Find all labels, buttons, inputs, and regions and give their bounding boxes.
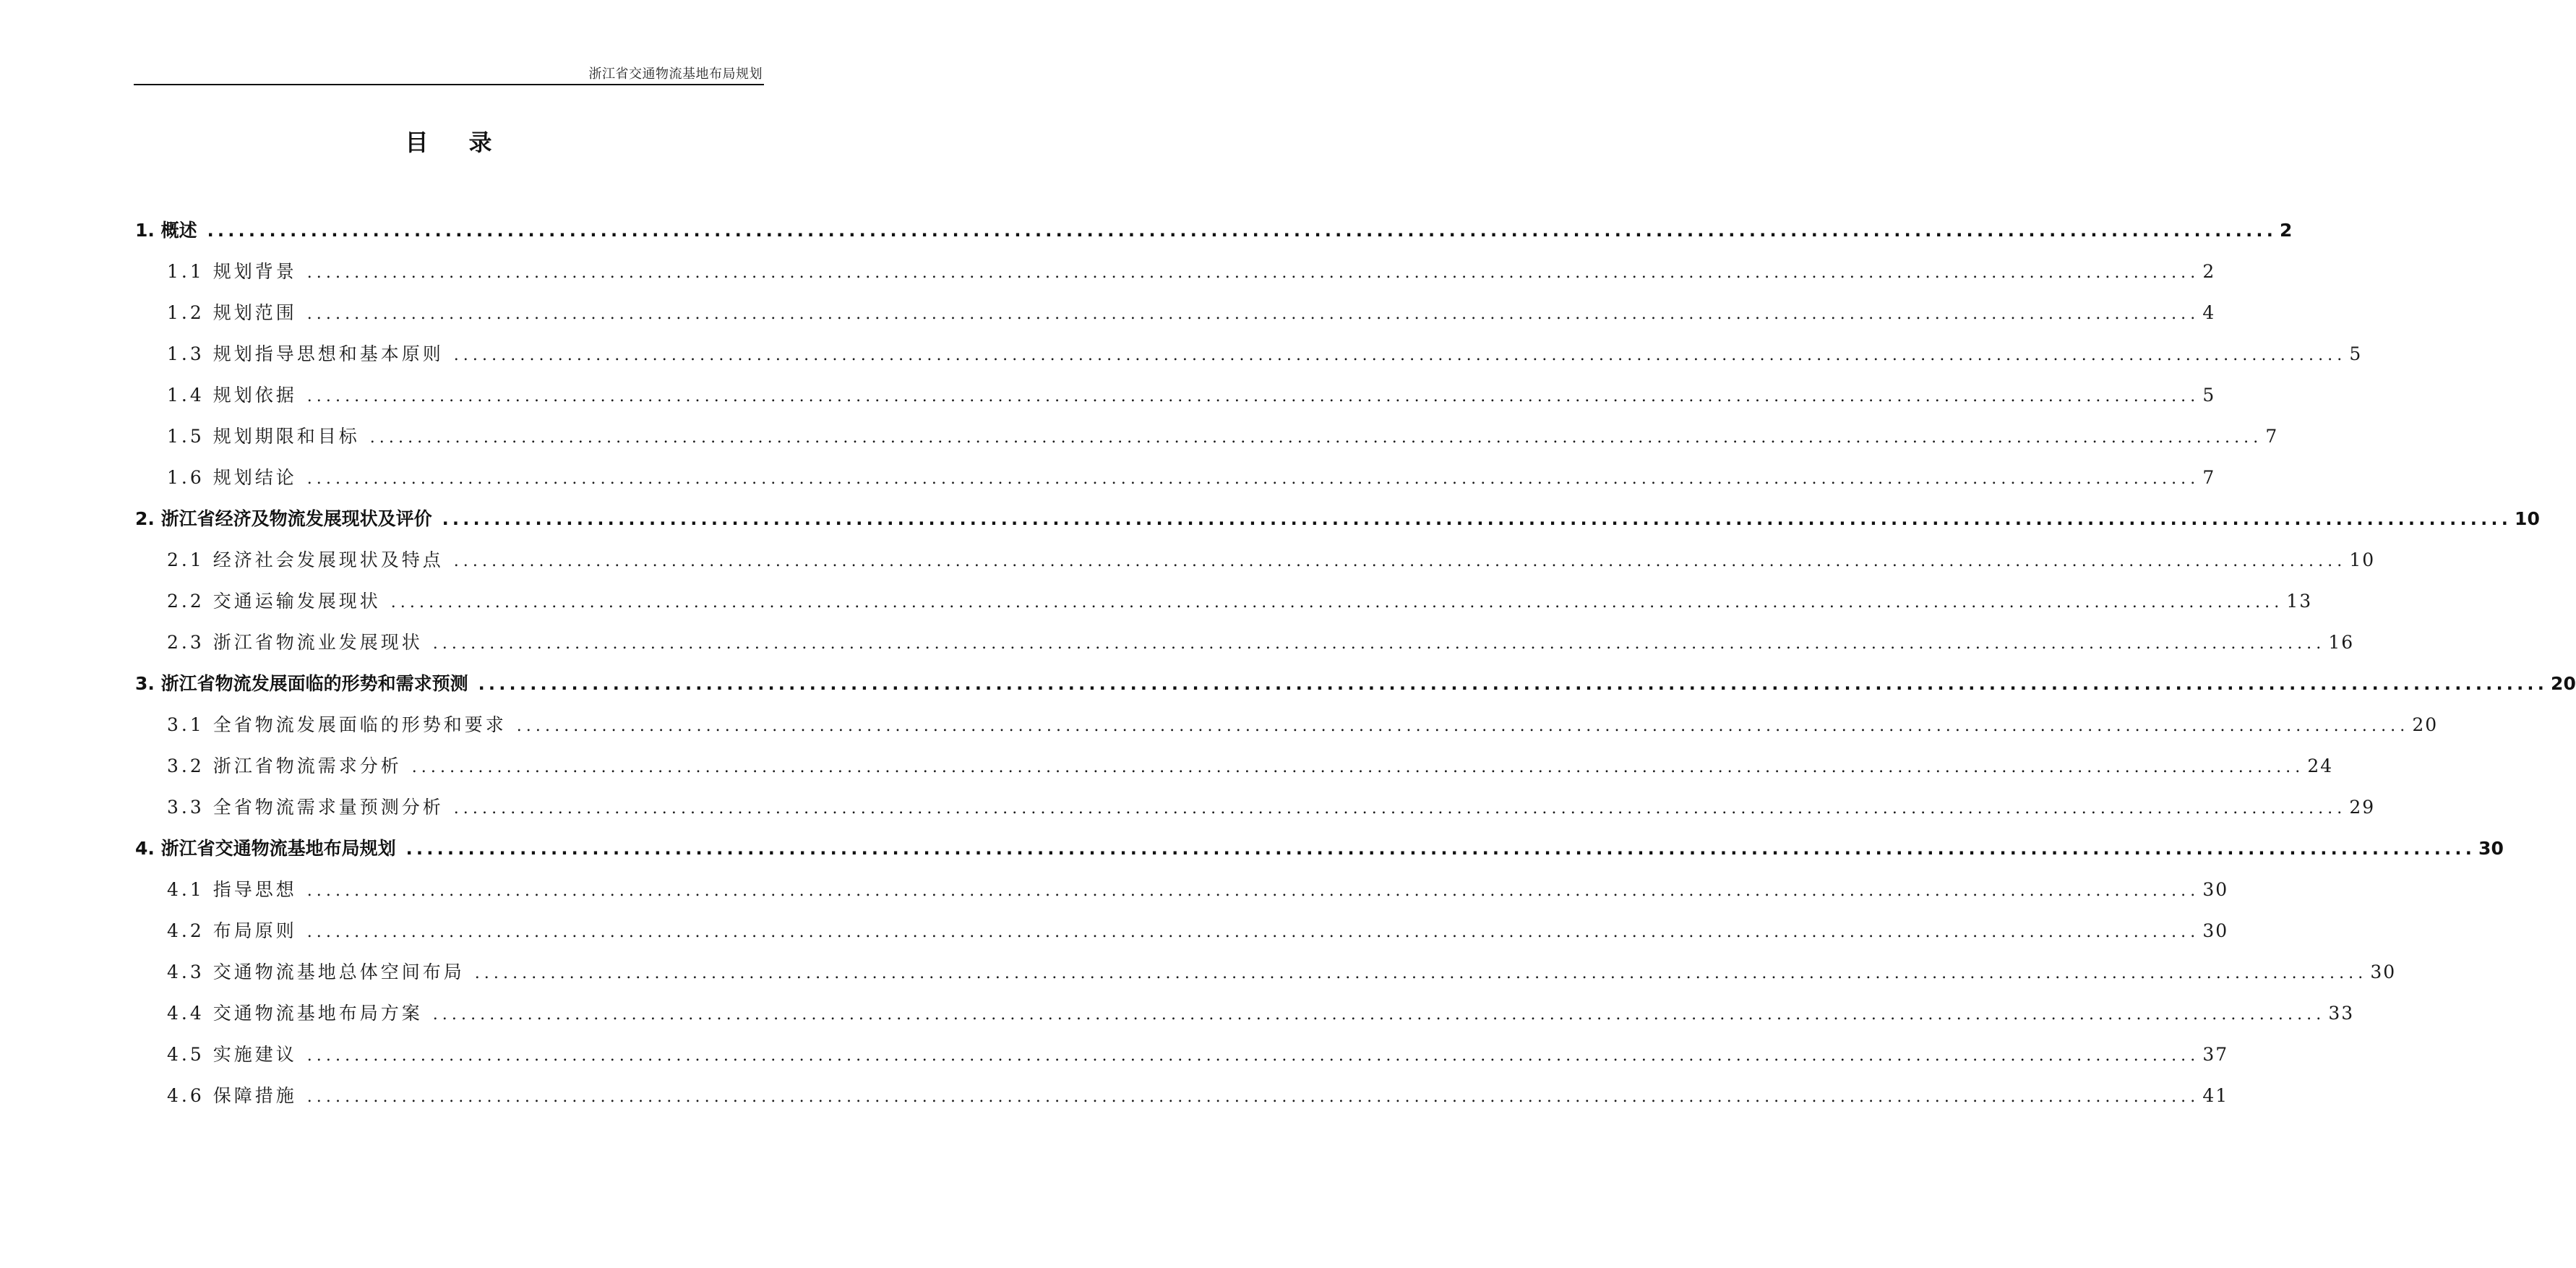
toc-leader-dots: ........................................................................................................................................................................................................ <box>432 635 2326 653</box>
toc-leader-dots: ........................................................................................................................................................................................................ <box>306 264 2200 282</box>
toc-leader-dots: ........................................................................................................................................................................................................ <box>306 923 2200 941</box>
toc-leader-dots: ........................................................................................................................................................................................................ <box>306 1047 2200 1065</box>
toc-entry-label: 4. 浙江省交通物流基地布局规划 <box>135 838 396 859</box>
toc-page-number: 33 <box>2328 1003 2355 1024</box>
toc-entry-label: 2. 浙江省经济及物流发展现状及评价 <box>135 508 432 529</box>
toc-section-entry[interactable] <box>134 704 2439 745</box>
toc-page-number: 37 <box>2202 1044 2229 1065</box>
header-title: 浙江省交通物流基地布局规划 <box>588 67 763 82</box>
toc-chapter-entry[interactable] <box>134 828 2504 869</box>
toc-entry-label: 4.1 指导思想 <box>167 879 297 900</box>
toc-page-number: 4 <box>2202 302 2216 323</box>
toc-section-entry[interactable] <box>134 787 2376 828</box>
toc-section-entry[interactable] <box>134 292 2216 333</box>
toc-entry-label: 1.3 规划指导思想和基本原则 <box>167 343 444 364</box>
toc-page-number: 24 <box>2307 755 2334 776</box>
toc-section-entry[interactable] <box>134 333 2363 374</box>
toc-entry-label: 1.1 规划背景 <box>167 261 297 282</box>
toc-leader-dots: ........................................................................................................................................................................................................ <box>390 594 2284 612</box>
toc-page-number: 2 <box>2202 261 2216 282</box>
toc-section-entry[interactable] <box>134 581 2313 622</box>
toc-page-number: 7 <box>2202 467 2216 488</box>
toc-page-number: 41 <box>2202 1085 2229 1106</box>
toc-leader-dots: ........................................................................................................................................................................................................ <box>432 1006 2326 1024</box>
toc-entry-label: 1.6 规划结论 <box>167 467 297 488</box>
toc-section-entry[interactable] <box>134 374 2216 416</box>
toc-page-number: 30 <box>2370 961 2397 982</box>
title-right-char: 录 <box>468 129 492 156</box>
toc-leader-dots: ........................................................................................................................................................................................................ <box>478 674 2549 694</box>
toc-leader-dots: ........................................................................................................................................................................................................ <box>306 470 2200 488</box>
toc-entry-label: 3.2 浙江省物流需求分析 <box>167 755 402 776</box>
toc-page-number: 5 <box>2202 385 2216 406</box>
table-of-contents <box>134 210 2576 1116</box>
toc-page-number: 30 <box>2202 879 2229 900</box>
toc-entry-label: 4.2 布局原则 <box>167 920 297 941</box>
toc-section-entry[interactable] <box>134 416 2279 457</box>
toc-page-number: 16 <box>2328 632 2355 653</box>
toc-leader-dots: ........................................................................................................................................................................................................ <box>516 717 2410 735</box>
toc-entry-label: 1. 概述 <box>135 220 197 241</box>
toc-leader-dots: ........................................................................................................................................................................................................ <box>453 552 2347 570</box>
toc-leader-dots: ........................................................................................................................................................................................................ <box>411 758 2305 776</box>
toc-entry-label: 2.2 交通运输发展现状 <box>167 591 381 612</box>
toc-entry-label: 2.3 浙江省物流业发展现状 <box>167 632 423 653</box>
toc-chapter-entry[interactable] <box>134 210 2293 251</box>
toc-page-number: 29 <box>2349 797 2376 818</box>
toc-chapter-entry[interactable] <box>134 663 2576 704</box>
toc-entry-label: 3. 浙江省物流发展面临的形势和需求预测 <box>135 673 468 694</box>
toc-section-entry[interactable] <box>134 1075 2229 1116</box>
toc-entry-label: 3.3 全省物流需求量预测分析 <box>167 797 444 818</box>
toc-entry-label: 4.6 保障措施 <box>167 1085 297 1106</box>
toc-entry-label: 4.4 交通物流基地布局方案 <box>167 1003 423 1024</box>
toc-page-number: 20 <box>2412 714 2439 735</box>
toc-leader-dots: ........................................................................................................................................................................................................ <box>306 882 2200 900</box>
toc-section-entry[interactable] <box>134 251 2216 292</box>
toc-entry-label: 4.3 交通物流基地总体空间布局 <box>167 961 465 982</box>
toc-leader-dots: ........................................................................................................................................................................................................ <box>306 1088 2200 1106</box>
toc-section-entry[interactable] <box>134 457 2216 498</box>
toc-page-number: 7 <box>2265 426 2279 447</box>
toc-section-entry[interactable] <box>134 910 2229 951</box>
toc-page-number: 30 <box>2478 838 2504 859</box>
toc-leader-dots: ........................................................................................................................................................................................................ <box>453 800 2347 818</box>
toc-leader-dots: ........................................................................................................................................................................................................ <box>306 305 2200 323</box>
toc-entry-label: 2.1 经济社会发展现状及特点 <box>167 549 444 570</box>
toc-section-entry[interactable] <box>134 869 2229 910</box>
toc-leader-dots: ........................................................................................................................................................................................................ <box>369 429 2263 447</box>
toc-leader-dots: ........................................................................................................................................................................................................ <box>442 509 2512 529</box>
toc-page-number: 20 <box>2551 673 2576 694</box>
toc-section-entry[interactable] <box>134 622 2355 663</box>
toc-page-number: 2 <box>2280 220 2293 241</box>
toc-leader-dots: ........................................................................................................................................................................................................ <box>405 839 2476 859</box>
toc-page-number: 13 <box>2286 591 2313 612</box>
toc-leader-dots: ........................................................................................................................................................................................................ <box>474 964 2368 982</box>
toc-leader-dots: ........................................................................................................................................................................................................ <box>453 346 2347 364</box>
toc-section-entry[interactable] <box>134 745 2334 787</box>
toc-entry-label: 1.4 规划依据 <box>167 385 297 406</box>
title-left-char: 目 <box>405 129 429 156</box>
toc-chapter-entry[interactable] <box>134 498 2540 539</box>
toc-section-entry[interactable] <box>134 1034 2229 1075</box>
page-title <box>0 124 897 158</box>
toc-leader-dots: ........................................................................................................................................................................................................ <box>207 220 2277 241</box>
toc-entry-label: 1.5 规划期限和目标 <box>167 426 360 447</box>
toc-section-entry[interactable] <box>134 951 2397 993</box>
running-header <box>134 64 764 85</box>
toc-entry-label: 3.1 全省物流发展面临的形势和要求 <box>167 714 507 735</box>
toc-section-entry[interactable] <box>134 539 2376 581</box>
toc-page-number: 30 <box>2202 920 2229 941</box>
toc-entry-label: 4.5 实施建议 <box>167 1044 297 1065</box>
toc-page-number: 10 <box>2349 549 2376 570</box>
toc-leader-dots: ........................................................................................................................................................................................................ <box>306 387 2200 406</box>
toc-entry-label: 1.2 规划范围 <box>167 302 297 323</box>
toc-section-entry[interactable] <box>134 993 2355 1034</box>
toc-page-number: 5 <box>2349 343 2363 364</box>
toc-page-number: 10 <box>2515 508 2540 529</box>
